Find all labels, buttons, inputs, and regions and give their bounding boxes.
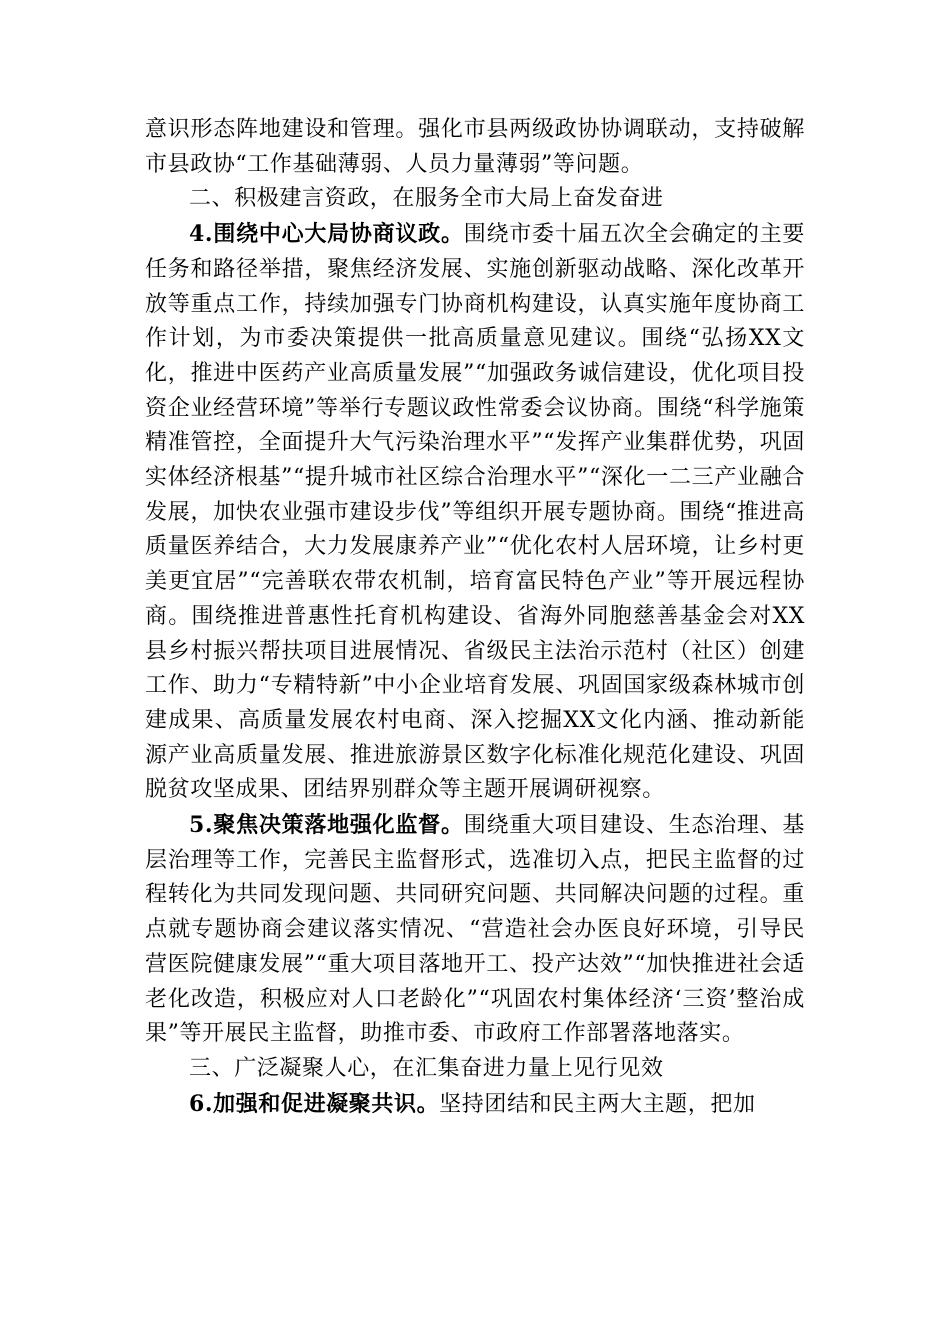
item-paragraph-5 (145, 808, 805, 1052)
section-heading-text: 三、广泛凝聚人心，在汇集奋进力量上见行见效 (189, 1055, 664, 1081)
item-lead-5: 5.聚焦决策落地强化监督。 (189, 812, 464, 839)
document-page (145, 113, 805, 1122)
paragraph-continuation (145, 113, 805, 182)
item-lead-6: 6.加强和促进凝聚共识。 (189, 1090, 440, 1117)
paragraph-text: 意识形态阵地建设和管理。强化市县两级政协协调联动，支持破解市县政协“工作基础薄弱、人员力量薄弱”等问题。 (145, 117, 805, 177)
item-text-4: 围绕市委十届五次全会确定的主要任务和路径举措，聚焦经济发展、实施创新驱动战略、深化改革开放等重点工作，持续加强专门协商机构建设，认真实施年度协商工作计划，为市委决策提供一批高质量意见建议。围绕“弘扬XX文化，推进中医药产业高质量发展”“加强政务诚信建设，优化项目投资企业经营环境”等举行专题议政性常委会议协商。围绕“科学施策精准管控，全面提升大气污染治理水平”“发挥产业集群优势，巩固实体经济根基”“提升城市社区综合治理水平”“深化一二三产业融合发展，加快农业强市建设步伐”等组织开展专题协商。围绕“推进高质量医养结合，大力发展康养产业”“优化农村人居环境，让乡村更美更宜居”“完善联农带农机制，培育富民特色产业”等开展远程协商。围绕推进普惠性托育机构建设、省海外同胞慈善基金会对XX县乡村振兴帮扶项目进展情况、省级民主法治示范村（社区）创建工作、助力“专精特新”中小企业培育发展、巩固国家级森林城市创建成果、高质量发展农村电商、深入挖掘XX文化内涵、推动新能源产业高质量发展、推进旅游景区数字化标准化规范化建设、巩固脱贫攻坚成果、团结界别群众等主题开展调研视察。 (145, 222, 805, 803)
section-heading-three (145, 1052, 805, 1087)
item-paragraph-4 (145, 217, 805, 808)
item-text-5: 围绕重大项目建设、生态治理、基层治理等工作，完善民主监督形式，选准切入点，把民主监督的过程转化为共同发现问题、共同研究问题、共同解决问题的过程。重点就专题协商会建议落实情况、“营造社会办医良好环境，引导民营医院健康发展”“重大项目落地开工、投产达效”“加快推进社会适老化改造，积极应对人口老龄化”“巩固农村集体经济‘三资’整治成果”等开展民主监督，助推市委、市政府工作部署落地落实。 (145, 813, 805, 1047)
section-heading-two (145, 182, 805, 217)
item-text-6: 坚持团结和民主两大主题，把加 (439, 1091, 756, 1117)
section-heading-text: 二、积极建言资政，在服务全市大局上奋发奋进 (189, 186, 664, 212)
item-lead-4: 4.围绕中心大局协商议政。 (189, 221, 464, 248)
item-paragraph-6 (145, 1087, 805, 1123)
